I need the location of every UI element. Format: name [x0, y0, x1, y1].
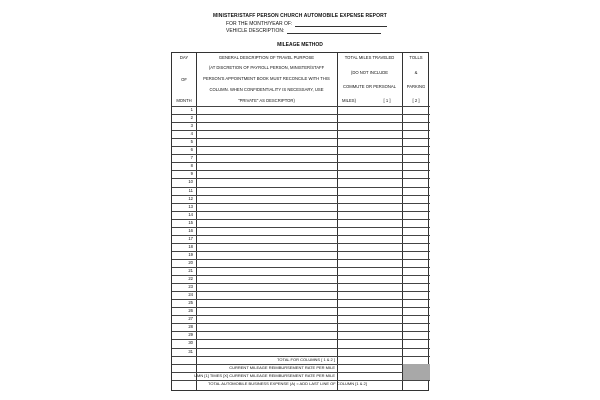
- day-number: 29: [188, 332, 193, 338]
- shaded-cell: [403, 372, 430, 379]
- col-desc-line3: PERSON'S APPOINTMENT BOOK MUST RECONCILE WITH THIS: [203, 76, 330, 81]
- day-number: 24: [188, 292, 193, 298]
- header-rule: [172, 106, 430, 107]
- day-number: 1: [190, 107, 193, 112]
- day-number: 12: [188, 195, 193, 201]
- day-number: 7: [190, 155, 193, 161]
- row-rule: [172, 348, 430, 349]
- row-rule: [172, 259, 430, 260]
- report-title: MINISTER/STAFF PERSON CHURCH AUTOMOBILE EXPENSE REPORT: [213, 13, 387, 19]
- day-number: 18: [188, 243, 193, 249]
- day-number: 31: [188, 348, 193, 354]
- row-rule: [172, 251, 430, 252]
- day-number: 20: [188, 259, 193, 265]
- row-rule: [172, 331, 430, 332]
- vehicle-field: [226, 28, 381, 34]
- day-number: 28: [188, 324, 193, 330]
- day-number: 21: [188, 268, 193, 273]
- col-miles-line1: TOTAL MILES TRAVELED: [344, 55, 395, 60]
- row-rule: [172, 315, 430, 316]
- times-row-label: UMN [1] TIMES [X] CURRENT MILEAGE REIMBURSEMENT RATE PER MILE: [194, 372, 335, 378]
- row-rule: [172, 275, 430, 276]
- row-rule: [172, 339, 430, 340]
- day-number: 19: [188, 251, 193, 257]
- col-day-line3: MONTH: [176, 98, 192, 103]
- col-miles-line4: MILES): [342, 98, 356, 103]
- col-day-line1: DAY: [179, 55, 189, 60]
- row-rule: [172, 291, 430, 292]
- row-rule: [172, 130, 430, 131]
- col-miles-line2: (DO NOT INCLUDE: [350, 70, 389, 75]
- col-day-line2: OF: [181, 77, 187, 82]
- day-number: 8: [190, 163, 193, 169]
- row-rule: [172, 122, 430, 123]
- vehicle-label: VEHICLE DESCRIPTION:: [226, 28, 285, 34]
- day-number: 5: [190, 139, 193, 145]
- day-number: 25: [188, 300, 193, 306]
- col-miles-line5: [ 1 ]: [383, 98, 391, 103]
- row-rule: [172, 146, 430, 147]
- day-number: 22: [188, 276, 193, 282]
- row-rule: [172, 154, 430, 155]
- day-number: 27: [188, 316, 193, 322]
- day-number: 6: [190, 147, 193, 153]
- col-tolls-line1: TOLLS: [409, 55, 423, 60]
- row-rule: [172, 299, 430, 300]
- row-rule: [172, 138, 430, 139]
- col-desc-line1: GENERAL DESCRIPTION OF TRAVEL PURPOSE: [218, 55, 315, 60]
- row-rule: [172, 178, 430, 179]
- row-rule: [172, 211, 430, 212]
- day-number: 17: [188, 235, 193, 241]
- day-number: 4: [190, 131, 193, 137]
- row-rule: [172, 203, 430, 204]
- row-rule: [172, 162, 430, 163]
- shaded-cell: [403, 364, 430, 371]
- row-rule: [172, 187, 430, 188]
- rate-row-label: CURRENT MILEAGE REIMBURSEMENT RATE PER MILE: [229, 364, 335, 370]
- row-rule: [172, 114, 430, 115]
- col-desc-line4: COLUMN. WHEN CONFIDENTIALITY IS NECESSARY, USE: [209, 87, 324, 92]
- col-desc-line2: (AT DISCRETION OF PAYROLL PERSON, MINISTER/STAFF: [208, 65, 325, 70]
- vehicle-line[interactable]: [287, 29, 381, 34]
- day-number: 11: [188, 187, 193, 193]
- totals-row-label: TOTAL FOR COLUMNS [ 1 & 2 ]: [277, 356, 335, 362]
- row-rule: [172, 195, 430, 196]
- row-rule: [172, 283, 430, 284]
- row-rule: [172, 267, 430, 268]
- col-tolls-line3: PARKING: [406, 84, 426, 89]
- col-tolls-line4: [ 2 ]: [412, 98, 420, 103]
- row-rule: [172, 219, 430, 220]
- month-year-label: FOR THE MONTH/YEAR OF:: [226, 21, 293, 27]
- day-number: 26: [188, 308, 193, 314]
- day-number: 9: [190, 171, 193, 177]
- day-number: 15: [188, 219, 193, 225]
- col-desc-line5: "PRIVATE" AS DESCRIPTOR): [238, 98, 295, 103]
- row-rule: [172, 323, 430, 324]
- month-year-field: [226, 21, 387, 27]
- day-number: 13: [188, 203, 193, 209]
- day-number: 2: [190, 115, 193, 121]
- row-rule: [172, 170, 430, 171]
- row-rule: [172, 307, 430, 308]
- month-year-line[interactable]: [295, 22, 387, 27]
- total-expense-label: TOTAL AUTOMOBILE BUSINESS EXPENSE (A) = ADD LAST LINE OF COLUMN [1 & 2]: [208, 380, 367, 386]
- day-number: 16: [188, 227, 193, 233]
- method-title: MILEAGE METHOD: [277, 42, 323, 48]
- row-rule: [172, 235, 430, 236]
- day-number: 10: [188, 179, 193, 185]
- row-rule: [172, 227, 430, 228]
- day-number: 14: [188, 211, 193, 217]
- mileage-table: [171, 52, 429, 391]
- col-tolls-line2: &: [414, 70, 418, 75]
- col-miles-line3: COMMUTE OR PERSONAL: [342, 84, 397, 89]
- day-number: 3: [190, 123, 193, 129]
- row-rule: [172, 243, 430, 244]
- day-number: 23: [188, 284, 193, 290]
- day-number: 30: [188, 340, 193, 346]
